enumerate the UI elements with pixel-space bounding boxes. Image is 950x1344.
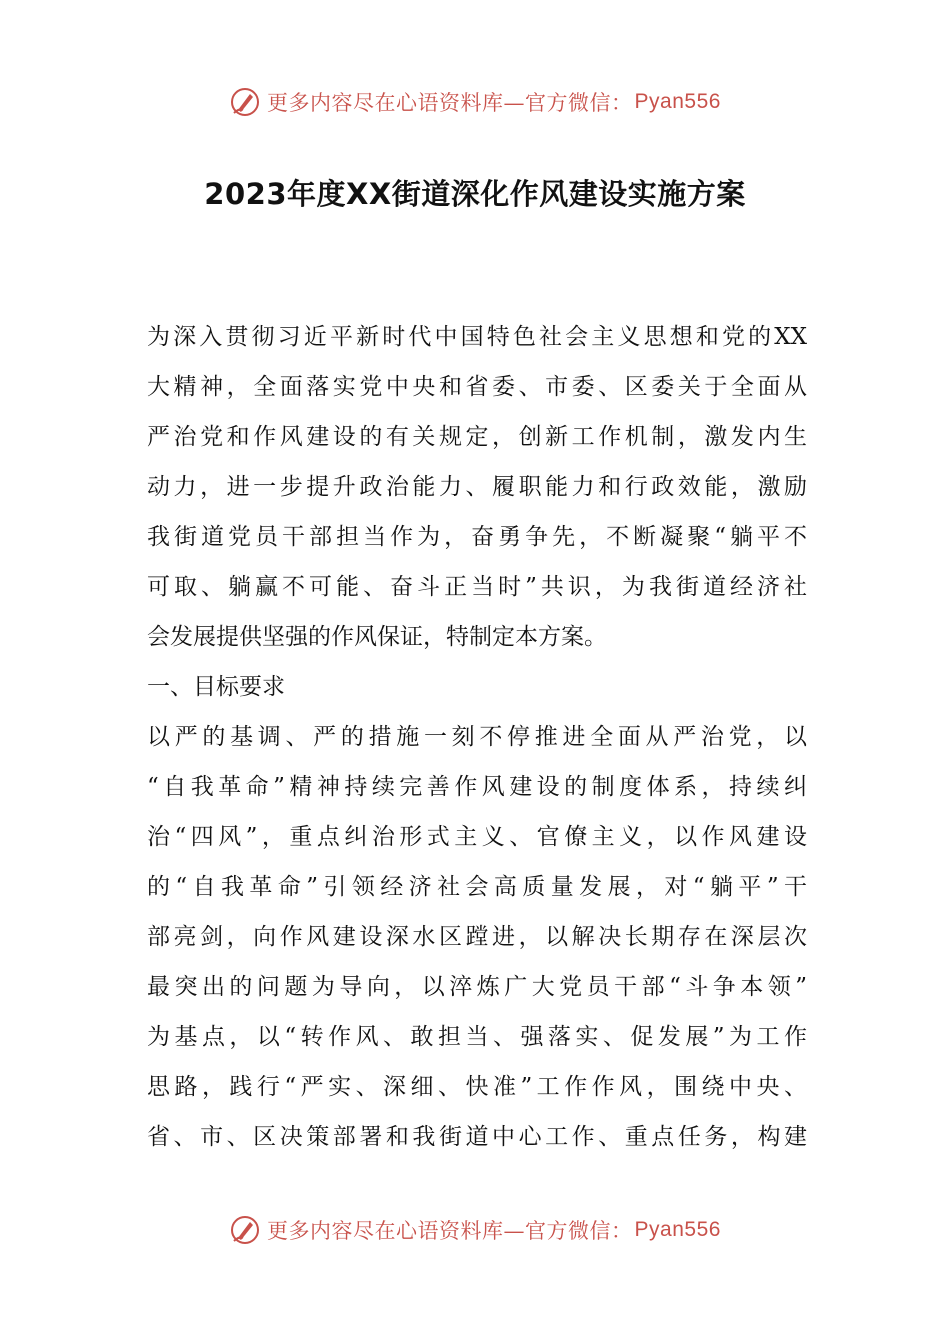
text-line: 思路，践行“严实、深细、快准”工作作风，围绕中央、 [147,1074,807,1100]
document-title: 2023年度XX街道深化作风建设实施方案 [204,177,746,211]
text-line: 大精神，全面落实党中央和省委、市委、区委关于全面从 [147,374,807,400]
text-line: 部亮剑，向作风建设深水区蹚进，以解决长期存在深层次 [147,924,807,950]
section-heading: 一、目标要求 [147,674,285,700]
text-line: 的“自我革命”引领经济社会高质量发展，对“躺平”干 [147,874,807,900]
watermark-text: 更多内容尽在心语资料库—官方微信： [267,91,633,115]
text-line: “自我革命”精神持续完善作风建设的制度体系，持续纠 [147,774,807,800]
text-line: 为基点，以“转作风、敢担当、强落实、促发展”为工作 [147,1024,807,1050]
footer-watermark [0,1210,950,1250]
watermark-wechat-id: Pyan556 [634,90,721,113]
watermark-wechat-id: Pyan556 [634,1218,721,1241]
header-watermark [0,82,950,122]
text-line: 省、市、区决策部署和我街道中心工作、重点任务，构建 [147,1124,807,1150]
text-line: 严治党和作风建设的有关规定，创新工作机制，激发内生 [147,424,807,450]
document-body [147,312,807,1162]
text-line: 动力，进一步提升政治能力、履职能力和行政效能，激励 [147,474,807,500]
text-line: 会发展提供坚强的作风保证，特制定本方案。 [147,624,607,650]
text-line: 以严的基调、严的措施一刻不停推进全面从严治党，以 [147,724,807,750]
quill-pen-logo-icon [229,86,261,118]
text-line: 为深入贯彻习近平新时代中国特色社会主义思想和党的XX [147,324,807,350]
watermark-text: 更多内容尽在心语资料库—官方微信： [267,1219,633,1243]
text-line: 可取、躺赢不可能、奋斗正当时”共识，为我街道经济社 [147,574,807,600]
text-line: 最突出的问题为导向，以淬炼广大党员干部“斗争本领” [147,974,807,1000]
quill-pen-logo-icon [229,1214,261,1246]
text-line: 我街道党员干部担当作为，奋勇争先，不断凝聚“躺平不 [147,524,807,550]
text-line: 治“四风”，重点纠治形式主义、官僚主义，以作风建设 [147,824,807,850]
